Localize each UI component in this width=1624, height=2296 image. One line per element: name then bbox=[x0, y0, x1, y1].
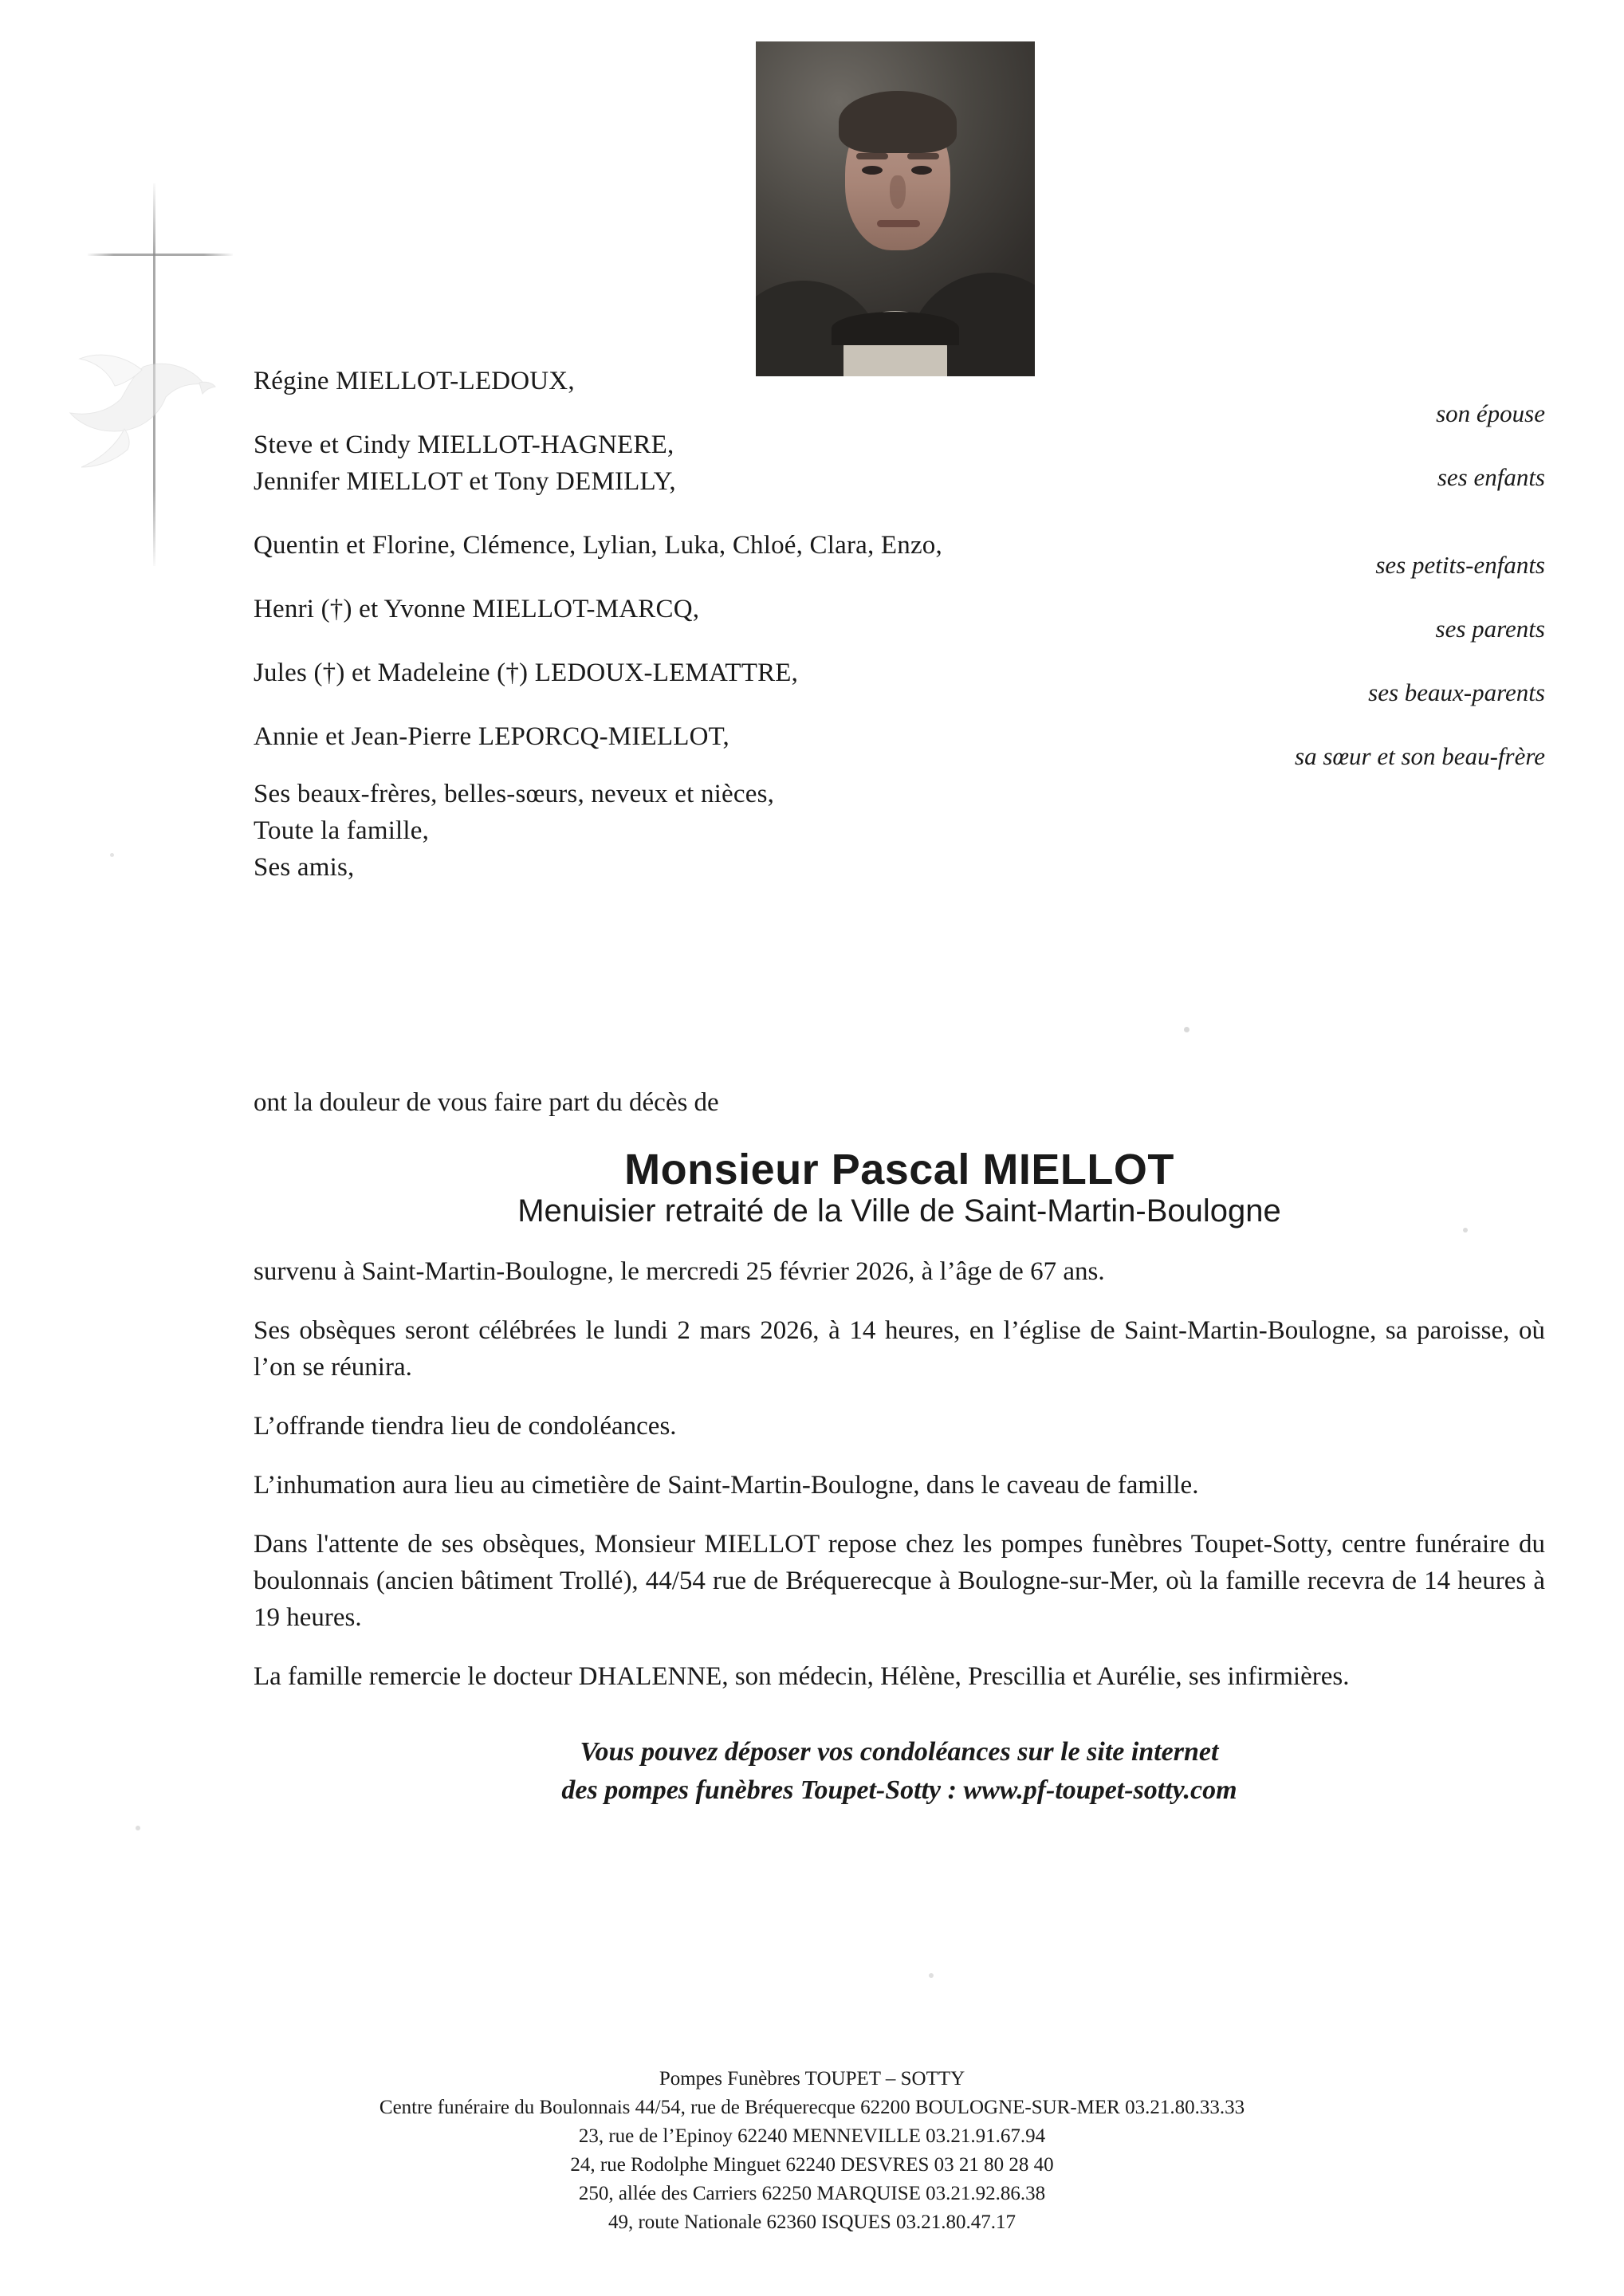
announcement-paragraph: L’offrande tiendra lieu de condoléances. bbox=[254, 1412, 677, 1441]
dove-icon bbox=[48, 311, 223, 502]
family-group-parents-in-law bbox=[254, 655, 1545, 706]
funeral-home-footer bbox=[0, 2065, 1624, 2237]
family-name: Jules (†) et Madeleine (†) LEDOUX-LEMATTRE, bbox=[254, 659, 799, 687]
announcement-intro: ont la douleur de vous faire part du décès de bbox=[254, 1088, 719, 1117]
portrait-eye-left bbox=[862, 166, 883, 175]
portrait-hair bbox=[839, 91, 957, 153]
footer-address-line: Centre funéraire du Boulonnais 44/54, rue de Bréquerecque 62200 BOULOGNE-SUR-MER 03.21.80.33.33 bbox=[379, 2097, 1245, 2118]
announcement-paragraph: Dans l'attente de ses obsèques, Monsieur MIELLOT repose chez les pompes funèbres Toupet-Sotty, centre funéraire du boulonnais (ancien bâtiment Trollé), 44/54 rue de Bréquerecque à Boulogne-sur-Mer, où la famille recevra de 14 heures à 19 heures. bbox=[254, 1530, 1545, 1632]
family-relation: ses enfants bbox=[1437, 463, 1545, 491]
announcement-paragraph: L’inhumation aura lieu au cimetière de Saint-Martin-Boulogne, dans le caveau de famille. bbox=[254, 1471, 1199, 1500]
footer-company-name: Pompes Funèbres TOUPET – SOTTY bbox=[659, 2068, 965, 2090]
family-relation: ses beaux-parents bbox=[1368, 678, 1545, 706]
cross-vertical-bar bbox=[153, 183, 155, 566]
footer-address-line: 49, route Nationale 62360 ISQUES 03.21.80.47.17 bbox=[608, 2211, 1016, 2233]
family-name: Steve et Cindy MIELLOT-HAGNERE, bbox=[254, 431, 674, 459]
portrait-collar bbox=[832, 312, 959, 345]
condolences-line-1: Vous pouvez déposer vos condoléances sur le site internet bbox=[580, 1737, 1219, 1767]
family-name: Toute la famille, bbox=[254, 816, 430, 845]
portrait-photo bbox=[756, 41, 1035, 376]
family-group-children bbox=[254, 427, 1545, 500]
family-group-sister bbox=[254, 718, 1545, 770]
family-group-grandchildren bbox=[254, 527, 1545, 579]
footer-address-line: 23, rue de l’Epinoy 62240 MENNEVILLE 03.21.91.67.94 bbox=[578, 2125, 1046, 2147]
footer-address-line: 250, allée des Carriers 62250 MARQUISE 03.21.92.86.38 bbox=[578, 2183, 1046, 2204]
announcement bbox=[254, 1084, 1545, 1810]
announcement-paragraph: survenu à Saint-Martin-Boulogne, le mercredi 25 février 2026, à l’âge de 67 ans. bbox=[254, 1257, 1105, 1286]
family-name: Ses amis, bbox=[254, 853, 355, 882]
portrait-brow-right bbox=[907, 153, 939, 159]
deceased-role: Menuisier retraité de la Ville de Saint-Martin-Boulogne bbox=[517, 1193, 1281, 1229]
family-relation: son épouse bbox=[1436, 399, 1545, 427]
family-name: Quentin et Florine, Clémence, Lylian, Luka, Chloé, Clara, Enzo, bbox=[254, 531, 942, 560]
family-name: Ses beaux-frères, belles-sœurs, neveux et nièces, bbox=[254, 780, 775, 808]
family-name: Henri (†) et Yvonne MIELLOT-MARCQ, bbox=[254, 595, 700, 623]
family-name: Annie et Jean-Pierre LEPORCQ-MIELLOT, bbox=[254, 722, 729, 751]
portrait-eye-right bbox=[911, 166, 932, 175]
family-group-spouse bbox=[254, 363, 1545, 427]
scan-speck bbox=[929, 1973, 934, 1978]
condolences-line-2: des pompes funèbres Toupet-Sotty : www.pf-toupet-sotty.com bbox=[561, 1775, 1237, 1805]
announcement-paragraph: Ses obsèques seront célébrées le lundi 2 mars 2026, à 14 heures, en l’église de Saint-Martin-Boulogne, sa paroisse, où l’on se réunira. bbox=[254, 1316, 1545, 1382]
portrait-mouth bbox=[877, 220, 920, 227]
family-relation: sa sœur et son beau-frère bbox=[1295, 742, 1545, 770]
portrait-nose bbox=[890, 175, 906, 209]
deceased-name: Monsieur Pascal MIELLOT bbox=[624, 1146, 1174, 1193]
family-group-others bbox=[254, 776, 1545, 886]
cross-horizontal-bar bbox=[88, 254, 233, 256]
family-name: Régine MIELLOT-LEDOUX, bbox=[254, 367, 575, 395]
family-list bbox=[254, 363, 1545, 886]
scan-speck bbox=[1184, 1027, 1189, 1032]
scan-speck bbox=[136, 1826, 140, 1830]
footer-address-line: 24, rue Rodolphe Minguet 62240 DESVRES 03 21 80 28 40 bbox=[570, 2154, 1054, 2176]
family-relation: ses petits-enfants bbox=[1375, 551, 1545, 579]
condolences-note bbox=[254, 1733, 1545, 1810]
family-group-parents bbox=[254, 591, 1545, 643]
cross-icon bbox=[88, 183, 239, 582]
announcement-paragraph: La famille remercie le docteur DHALENNE, son médecin, Hélène, Prescillia et Aurélie, ses infirmières. bbox=[254, 1662, 1350, 1691]
family-name: Jennifer MIELLOT et Tony DEMILLY, bbox=[254, 467, 676, 496]
portrait-brow-left bbox=[856, 153, 888, 159]
family-relation: ses parents bbox=[1435, 615, 1545, 643]
scan-speck bbox=[110, 853, 114, 857]
